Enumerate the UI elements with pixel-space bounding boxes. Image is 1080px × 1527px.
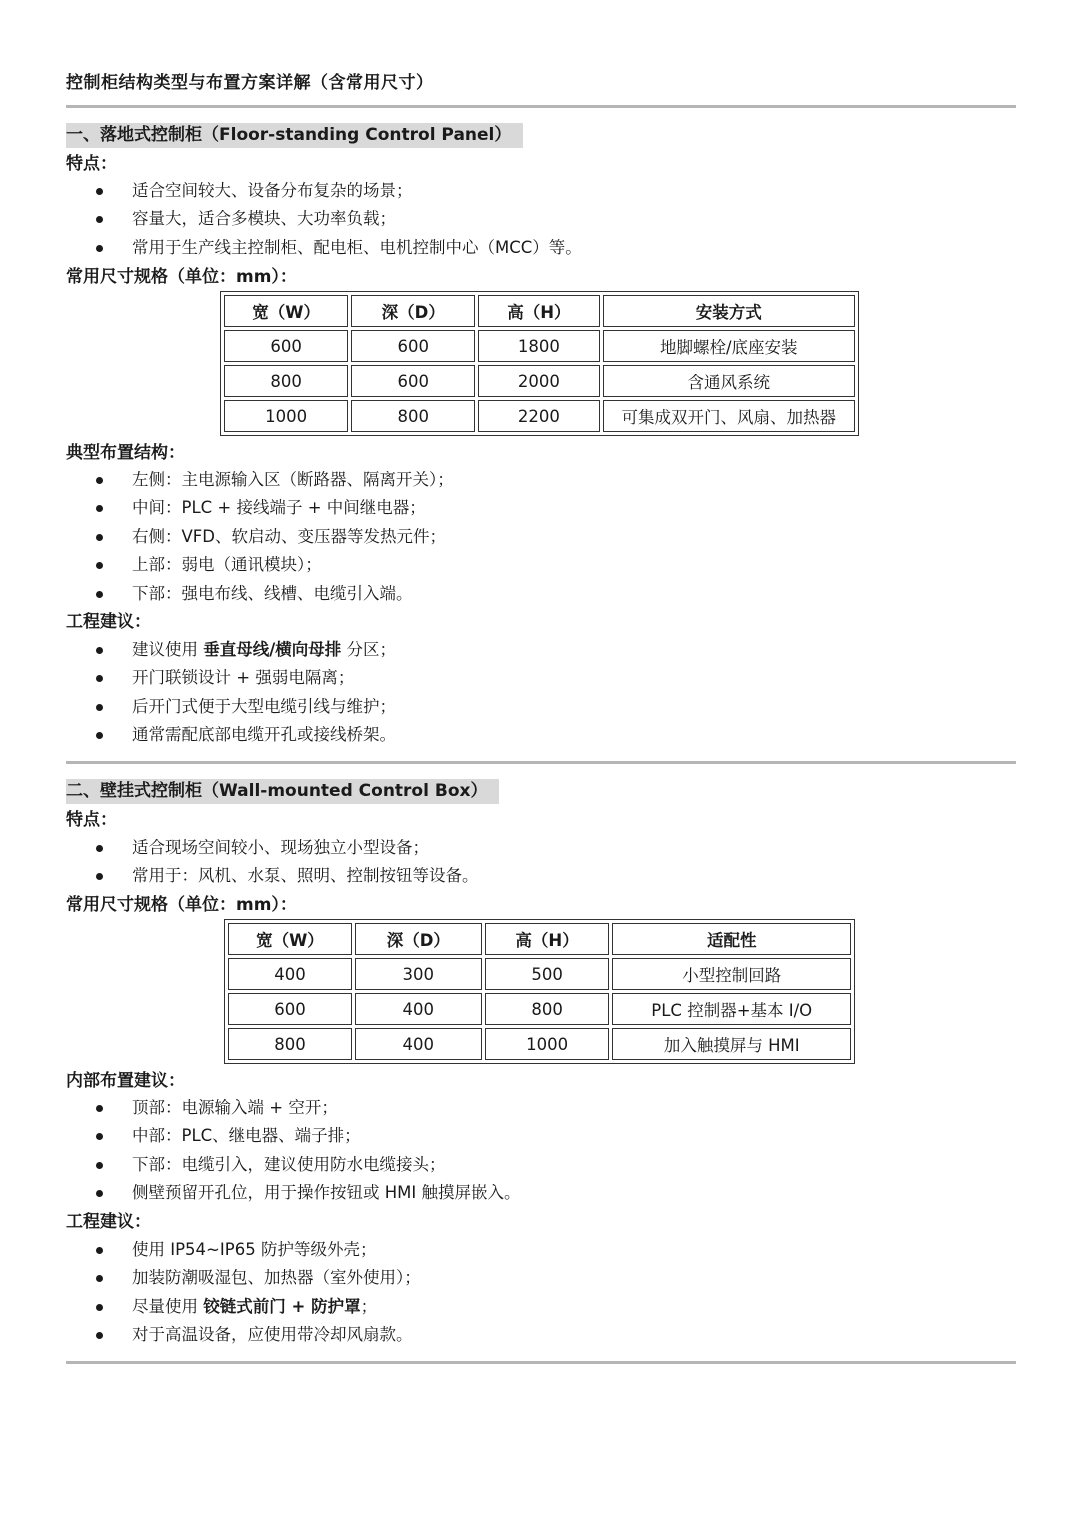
table-row <box>228 993 851 1025</box>
table-cell: 小型控制回路 <box>612 958 851 990</box>
list-item <box>66 1179 521 1207</box>
table-cell: 1000 <box>224 400 348 432</box>
features-list <box>66 177 582 262</box>
bullet-icon <box>96 1162 103 1169</box>
sizes-label: 常用尺寸规格（单位：mm）： <box>66 267 297 287</box>
bullet-icon <box>96 477 103 484</box>
table-cell: 2000 <box>478 365 599 397</box>
list-item-text: 常用于生产线主控制柜、配电柜、电机控制中心（MCC）等。 <box>132 237 582 257</box>
list-item-text: 使用 IP54~IP65 防护等级外壳； <box>132 1240 377 1259</box>
size-spec-table <box>224 919 855 1064</box>
table-cell: 400 <box>355 993 482 1025</box>
column-header: 高（H） <box>478 295 599 327</box>
list-item <box>66 494 454 522</box>
list-item <box>66 580 454 608</box>
list-item-text: 通常需配底部电缆开孔或接线桥架。 <box>132 725 396 745</box>
bullet-icon <box>96 1304 103 1311</box>
list-item-text: 侧壁预留开孔位，用于操作按钮或 HMI 触摸屏嵌入。 <box>132 1183 521 1203</box>
layout-label: 内部布置建议： <box>66 1071 185 1091</box>
list-item <box>66 1264 421 1292</box>
list-item-text: 加装防潮吸湿包、加热器（室外使用）； <box>132 1268 421 1288</box>
list-item <box>66 664 396 692</box>
list-item <box>66 177 582 205</box>
table-cell: 800 <box>228 1028 352 1060</box>
list-item-text: 后开门式便于大型电缆引线与维护； <box>132 696 396 716</box>
table-cell: 800 <box>351 400 475 432</box>
bullet-icon <box>96 647 103 654</box>
bullet-icon <box>96 1275 103 1282</box>
list-item-text: 对于高温设备，应使用带冷却风扇款。 <box>132 1325 413 1345</box>
list-item-text: 右侧：VFD、软启动、变压器等发热元件； <box>132 526 446 546</box>
list-item-text: 顶部：电源输入端 + 空开； <box>132 1098 338 1117</box>
list-item-text: 分区； <box>341 640 397 659</box>
section-heading-floor-standing: 一、落地式控制柜（Floor-standing Control Panel） <box>66 123 523 148</box>
bullet-icon <box>96 534 103 541</box>
features-list <box>66 834 479 891</box>
column-header: 深（D） <box>351 295 475 327</box>
list-item-text: ； <box>360 1296 378 1316</box>
table-header-row <box>224 295 855 327</box>
table-cell: 2200 <box>478 400 599 432</box>
table-cell: 600 <box>351 365 475 397</box>
list-item <box>66 551 454 579</box>
bullet-icon <box>96 845 103 852</box>
bullet-icon <box>96 591 103 598</box>
table-cell: 800 <box>485 993 610 1025</box>
list-item-text: 常用于：风机、水泵、照明、控制按钮等设备。 <box>132 866 479 886</box>
table-cell: 加入触摸屏与 HMI <box>612 1028 851 1060</box>
bullet-icon <box>96 188 103 195</box>
page-title: 控制柜结构类型与布置方案详解（含常用尺寸） <box>66 73 434 93</box>
bullet-icon <box>96 562 103 569</box>
table-cell: 800 <box>224 365 348 397</box>
features-label: 特点： <box>66 154 117 174</box>
table-cell: 500 <box>485 958 610 990</box>
table-cell: 1800 <box>478 330 599 362</box>
divider <box>66 105 1016 108</box>
layout-list <box>66 466 454 608</box>
list-item <box>66 693 396 721</box>
section-heading-wall-mounted: 二、壁挂式控制柜（Wall-mounted Control Box） <box>66 779 499 804</box>
bullet-icon <box>96 245 103 252</box>
list-item <box>66 1151 521 1179</box>
table-cell: 600 <box>351 330 475 362</box>
bullet-icon <box>96 1332 103 1339</box>
list-item <box>66 636 396 664</box>
list-item <box>66 234 582 262</box>
table-cell: 600 <box>224 330 348 362</box>
column-header: 宽（W） <box>228 923 352 955</box>
list-item-text: 下部：电缆引入，建议使用防水电缆接头； <box>132 1154 446 1174</box>
list-item <box>66 205 582 233</box>
list-item-text: 建议使用 <box>132 640 204 659</box>
column-header: 安装方式 <box>603 295 856 327</box>
list-item-text: 适合现场空间较小、现场独立小型设备； <box>132 838 429 857</box>
table-cell: 600 <box>228 993 352 1025</box>
advice-list <box>66 1236 421 1350</box>
bullet-icon <box>96 505 103 512</box>
emphasis-text: 铰链式前门 + 防护罩 <box>203 1296 361 1316</box>
bullet-icon <box>96 873 103 880</box>
table-cell: 地脚螺栓/底座安装 <box>603 330 856 362</box>
bullet-icon <box>96 704 103 711</box>
table-cell: 300 <box>355 958 482 990</box>
sizes-label: 常用尺寸规格（单位：mm）： <box>66 895 297 915</box>
column-header: 深（D） <box>355 923 482 955</box>
table-cell: 1000 <box>485 1028 610 1060</box>
list-item-text: 上部：弱电（通讯模块）； <box>132 555 322 575</box>
list-item-text: 容量大，适合多模块、大功率负载； <box>132 209 396 229</box>
column-header: 宽（W） <box>224 295 348 327</box>
list-item <box>66 1293 421 1321</box>
divider <box>66 1361 1016 1364</box>
list-item <box>66 1122 521 1150</box>
features-label: 特点： <box>66 810 117 830</box>
table-row <box>224 365 855 397</box>
column-header: 高（H） <box>485 923 610 955</box>
layout-list <box>66 1094 521 1208</box>
table-row <box>228 958 851 990</box>
list-item-text: 开门联锁设计 + 强弱电隔离； <box>132 668 355 688</box>
list-item <box>66 523 454 551</box>
table-cell: 可集成双开门、风扇、加热器 <box>603 400 856 432</box>
layout-label: 典型布置结构： <box>66 443 185 463</box>
list-item <box>66 1094 521 1122</box>
list-item <box>66 862 479 890</box>
table-row <box>224 400 855 432</box>
advice-list <box>66 636 396 750</box>
table-cell: PLC 控制器+基本 I/O <box>612 993 851 1025</box>
list-item-text: 尽量使用 <box>132 1296 204 1316</box>
advice-label: 工程建议： <box>66 612 151 632</box>
list-item-text: 下部：强电布线、线槽、电缆引入端。 <box>132 583 413 603</box>
table-row <box>224 330 855 362</box>
list-item <box>66 1236 421 1264</box>
bullet-icon <box>96 732 103 739</box>
bullet-icon <box>96 1133 103 1140</box>
divider <box>66 761 1016 764</box>
bullet-icon <box>96 1190 103 1197</box>
advice-label: 工程建议： <box>66 1212 151 1232</box>
bullet-icon <box>96 216 103 223</box>
table-cell: 400 <box>228 958 352 990</box>
list-item-text: 左侧：主电源输入区（断路器、隔离开关）； <box>132 470 454 489</box>
bullet-icon <box>96 1247 103 1254</box>
table-row <box>228 1028 851 1060</box>
bullet-icon <box>96 675 103 682</box>
table-cell: 400 <box>355 1028 482 1060</box>
size-spec-table <box>220 291 859 436</box>
list-item-text: 中部：PLC、继电器、端子排； <box>132 1126 361 1146</box>
list-item-text: 适合空间较大、设备分布复杂的场景； <box>132 181 413 200</box>
table-cell: 含通风系统 <box>603 365 856 397</box>
table-header-row <box>228 923 851 955</box>
list-item <box>66 721 396 749</box>
list-item <box>66 834 479 862</box>
emphasis-text: 垂直母线/横向母排 <box>203 640 342 659</box>
column-header: 适配性 <box>612 923 851 955</box>
bullet-icon <box>96 1105 103 1112</box>
list-item <box>66 1321 421 1349</box>
list-item-text: 中间：PLC + 接线端子 + 中间继电器； <box>132 498 426 518</box>
list-item <box>66 466 454 494</box>
